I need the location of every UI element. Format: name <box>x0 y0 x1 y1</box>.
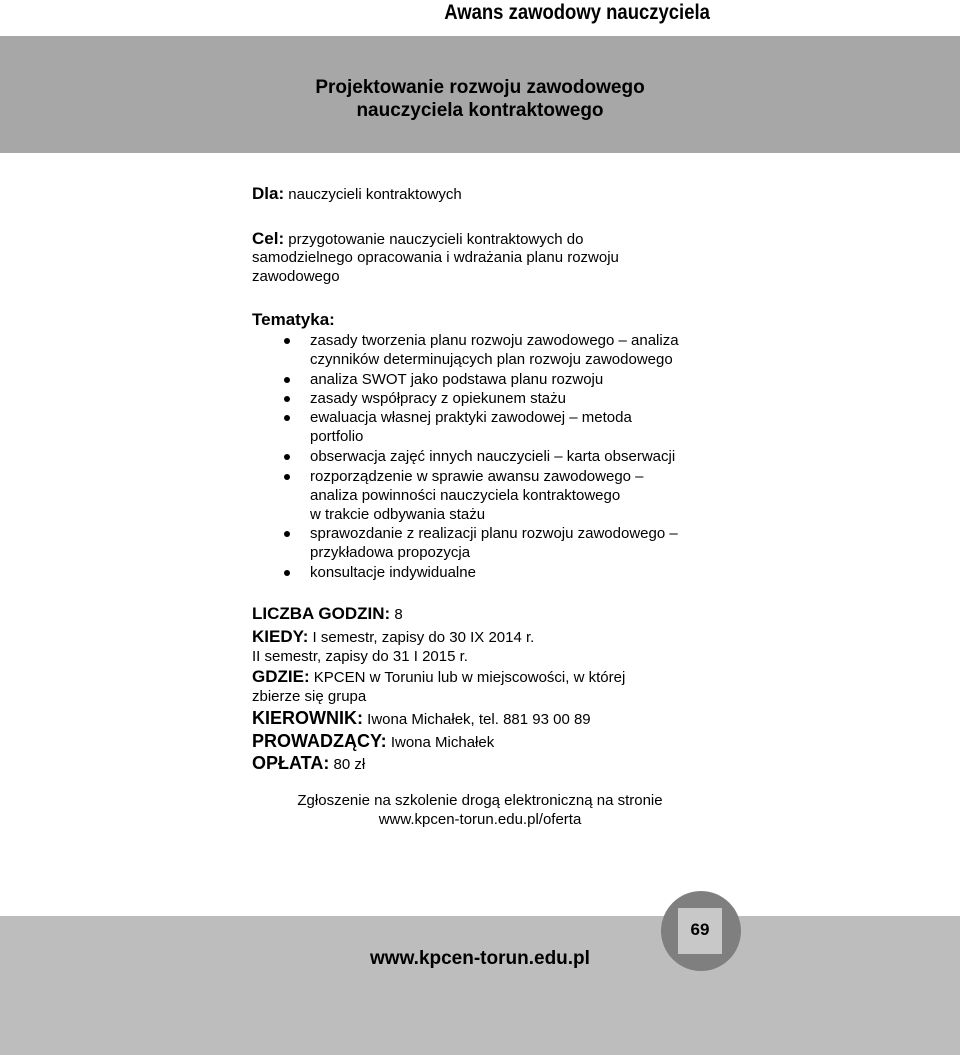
document-title-line-1: Projektowanie rozwoju zawodowego <box>315 77 645 98</box>
topic-item-1-line-1: zasady tworzenia planu rozwoju zawodowego – analiza <box>310 332 679 349</box>
goal-text-1: przygotowanie nauczycieli kontraktowych do <box>288 231 584 248</box>
topics-label: Tematyka: <box>252 310 335 329</box>
topic-item-1-line-2: czynników determinujących plan rozwoju zawodowego <box>310 351 673 368</box>
footer-band <box>0 916 960 1055</box>
hours-label: LICZBA GODZIN: <box>252 604 391 623</box>
title-band <box>0 36 960 153</box>
document-title-line-2: nauczyciela kontraktowego <box>356 100 604 121</box>
footer-url[interactable]: www.kpcen-torun.edu.pl <box>370 948 590 969</box>
audience-row <box>252 184 462 205</box>
topic-item-4-line-2: portfolio <box>310 428 364 445</box>
bullet-icon <box>284 474 290 480</box>
when-value-2: II semestr, zapisy do 31 I 2015 r. <box>252 648 468 665</box>
topic-item-7-line-1: sprawozdanie z realizacji planu rozwoju zawodowego – <box>310 525 678 542</box>
goal-text-3: zawodowego <box>252 268 340 285</box>
topic-item-6-line-2: analiza powinności nauczyciela kontraktowego <box>310 487 621 504</box>
topic-item-5: obserwacja zajęć innych nauczycieli – karta obserwacji <box>310 448 676 465</box>
where-value-2: zbierze się grupa <box>252 688 367 705</box>
when-value: I semestr, zapisy do 30 IX 2014 r. <box>312 629 535 646</box>
topic-item-6-line-1: rozporządzenie w sprawie awansu zawodowego – <box>310 468 644 485</box>
instructor-value: Iwona Michałek <box>390 734 495 751</box>
registration-url[interactable]: www.kpcen-torun.edu.pl/oferta <box>378 811 582 828</box>
fee-value: 80 zł <box>333 756 366 773</box>
when-row <box>252 627 534 648</box>
topic-item-2: analiza SWOT jako podstawa planu rozwoju <box>310 371 604 388</box>
bullet-icon <box>284 531 290 537</box>
registration-line-1: Zgłoszenie na szkolenie drogą elektroniczną na stronie <box>297 792 663 809</box>
running-header: Awans zawodowy nauczyciela <box>444 1 710 24</box>
hours-value: 8 <box>394 606 403 623</box>
topic-item-7-line-2: przykładowa propozycja <box>310 544 471 561</box>
bullet-icon <box>284 396 290 402</box>
where-row <box>252 667 625 688</box>
topic-item-6-line-3: w trakcie odbywania stażu <box>310 506 486 523</box>
bullet-icon <box>284 454 290 460</box>
fee-row <box>252 753 365 775</box>
goal-label: Cel: <box>252 229 285 248</box>
instructor-row <box>252 731 494 753</box>
instructor-label: PROWADZĄCY: <box>252 731 387 751</box>
where-label: GDZIE: <box>252 667 310 686</box>
manager-value: Iwona Michałek, tel. 881 93 00 89 <box>367 711 591 728</box>
bullet-icon <box>284 415 290 421</box>
where-value: KPCEN w Toruniu lub w miejscowości, w której <box>313 669 626 686</box>
topic-item-4-line-1: ewaluacja własnej praktyki zawodowej – metoda <box>310 409 632 426</box>
bullet-icon <box>284 570 290 576</box>
goal-row <box>252 229 583 250</box>
topic-item-8: konsultacje indywidualne <box>310 564 476 581</box>
manager-row <box>252 708 591 730</box>
manager-label: KIEROWNIK: <box>252 708 363 728</box>
when-label: KIEDY: <box>252 627 309 646</box>
hours-row <box>252 604 403 625</box>
audience-label: Dla: <box>252 184 285 203</box>
page-number: 69 <box>678 908 722 954</box>
fee-label: OPŁATA: <box>252 753 330 773</box>
bullet-icon <box>284 338 290 344</box>
bullet-icon <box>284 377 290 383</box>
goal-text-2: samodzielnego opracowania i wdrażania planu rozwoju <box>252 249 619 266</box>
topic-item-3: zasady współpracy z opiekunem stażu <box>310 390 566 407</box>
audience-value: nauczycieli kontraktowych <box>288 186 462 203</box>
